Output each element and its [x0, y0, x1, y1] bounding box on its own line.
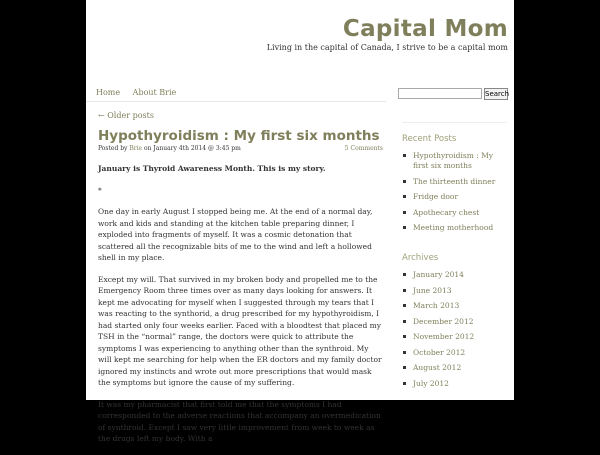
sidebar-divider	[402, 122, 507, 123]
post-lead: January is Thyroid Awareness Month. This is my story.	[98, 164, 326, 173]
post-asterisk: *	[98, 185, 102, 195]
post-paragraph: It was my pharmacist that first told me that the symptoms I had corresponded to the adverse reactions that accompany an overmedication of synthroid. Except I saw very little improvement from week to week as the drugs left my body. With a	[98, 399, 381, 443]
site-description: Living in the capital of Canada, I strive to be a capital mom	[266, 43, 508, 52]
sidebar	[402, 134, 507, 394]
meta-prefix: Posted by	[98, 145, 130, 152]
archives-title: Archives	[402, 253, 439, 263]
page	[86, 0, 514, 443]
search-input[interactable]	[398, 88, 482, 99]
post-paragraph: Except my will. That survived in my broken body and propelled me to the Emergency Room three times over as many days looking for answers. It kept me advocating for myself when I suggested through my tears that I was reacting to the synthorid, a drug prescribed for my hypothyroidism, I had started only four weeks earlier. Faced with a bloodtest that placed my TSH in the “normal” range, the doctors were quick to attribute the symptoms I was experiencing to anything other than the synthroid. My will kept me searching for help when the ER doctors and my family doctor ignored my instincts and wrote out more prescriptions that would mask the symptoms but ignore the cause of my suffering.	[98, 274, 382, 387]
nav-divider	[86, 101, 386, 102]
recent-post-link[interactable]: Meeting motherhood	[402, 223, 507, 233]
main-content	[98, 111, 383, 443]
post-paragraph: One day in early August I stopped being me. At the end of a normal day, work and kids and standing at the kitchen table preparing dinner, I exploded into fragments of myself. It was a cosmic detonation that scattered all the recognizable bits of me to the wind and left a hollowed shell in my place.	[98, 207, 373, 262]
archive-link[interactable]: June 2013	[402, 286, 507, 296]
recent-post-link[interactable]: Apothecary chest	[402, 208, 507, 218]
recent-post-link[interactable]: Fridge door	[402, 192, 507, 202]
recent-post-link[interactable]: Hypothyroidism : My first six months	[402, 151, 507, 171]
nav-item-about[interactable]: About Brie	[132, 88, 177, 97]
post-content	[98, 163, 383, 455]
archive-link[interactable]: December 2012	[402, 317, 507, 327]
archive-link[interactable]: August 2012	[402, 363, 507, 373]
archive-link[interactable]: March 2013	[402, 301, 507, 311]
search-button[interactable]: Search	[485, 90, 510, 98]
main-nav	[96, 88, 186, 97]
recent-posts-list	[402, 151, 507, 233]
archive-link[interactable]: July 2012	[402, 379, 507, 389]
recent-post-link[interactable]: The thirteenth dinner	[402, 177, 507, 187]
post-title[interactable]: Hypothyroidism : My first six months	[98, 128, 380, 144]
post-date: on January 4th 2014 @ 3:45 pm	[142, 145, 241, 152]
site-title[interactable]: Capital Mom	[342, 16, 508, 42]
older-posts-link[interactable]: ← Older posts	[98, 111, 154, 120]
archive-link[interactable]: November 2012	[402, 332, 507, 342]
archive-link[interactable]: January 2014	[402, 270, 507, 280]
archive-link[interactable]: October 2012	[402, 348, 507, 358]
author-link[interactable]: Brie	[129, 145, 143, 152]
recent-posts-title: Recent Posts	[402, 134, 457, 144]
nav-item-home[interactable]: Home	[96, 88, 121, 97]
comments-link[interactable]: 5 Comments	[344, 145, 383, 152]
archives-list	[402, 270, 507, 389]
post-meta	[98, 145, 383, 152]
